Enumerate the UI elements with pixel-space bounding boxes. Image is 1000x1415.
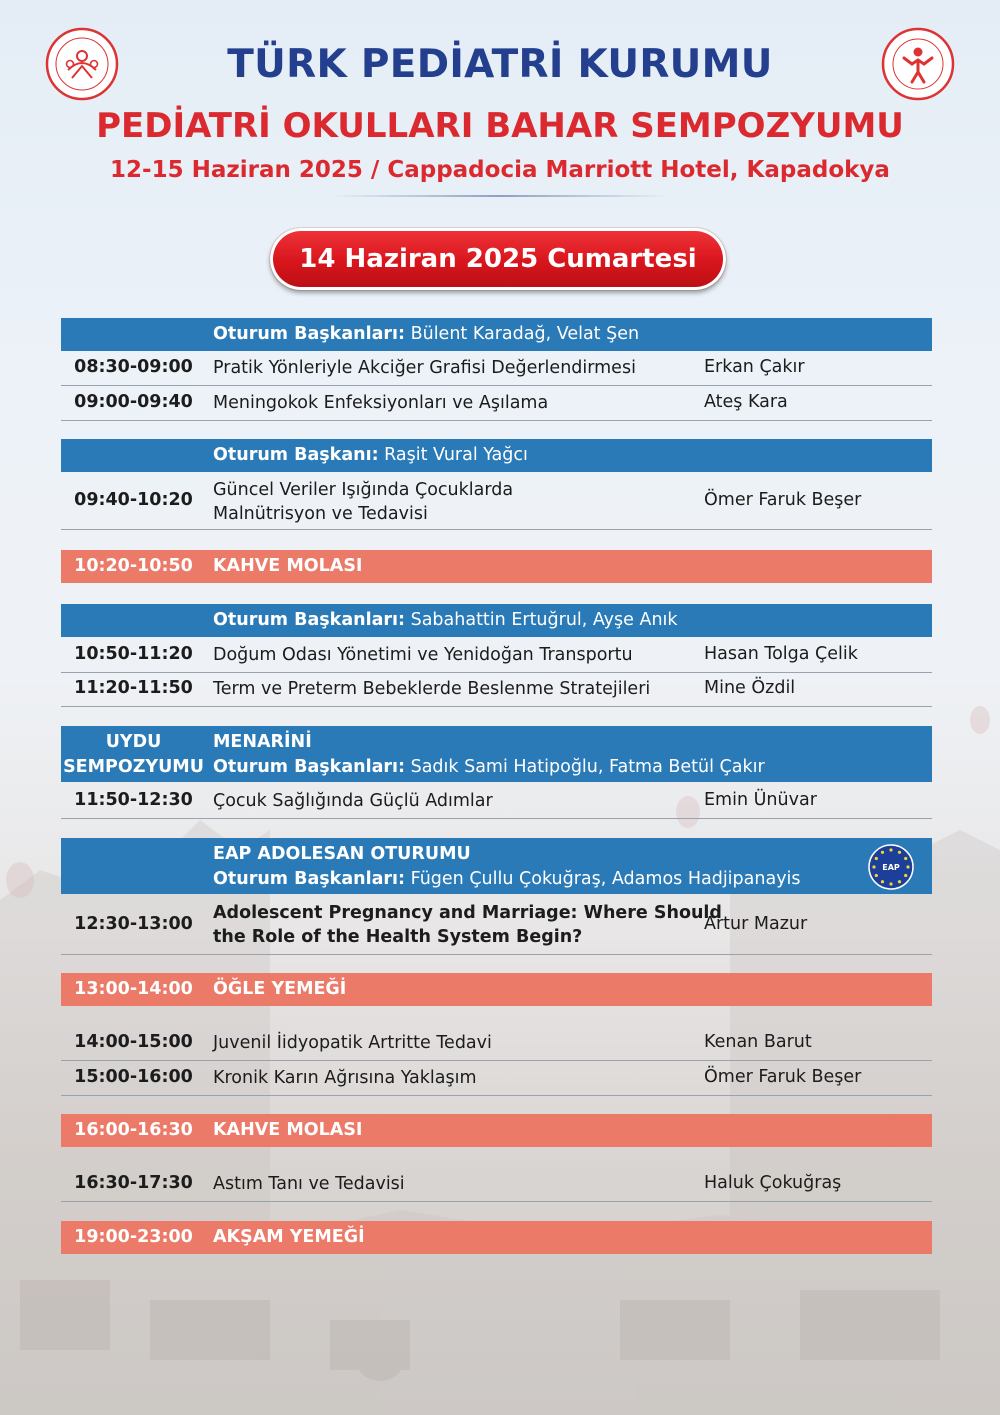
- table-row: [61, 672, 932, 707]
- talk-title: Astım Tanı ve Tedavisi: [213, 1174, 405, 1194]
- eap-session-bar: [61, 838, 932, 894]
- talk-time: 09:00-09:40: [74, 392, 193, 412]
- table-row: [61, 896, 932, 955]
- talk-speaker: Erkan Çakır: [704, 357, 805, 377]
- break-label: KAHVE MOLASI: [213, 1120, 363, 1140]
- coffee-break-bar: [61, 1114, 932, 1147]
- talk-time: 09:40-10:20: [74, 490, 193, 510]
- chair-label: Oturum Başkanları:: [213, 610, 406, 630]
- break-label: ÖĞLE YEMEĞİ: [213, 979, 347, 999]
- table-row: [61, 386, 932, 421]
- table-row: [61, 783, 932, 819]
- talk-speaker: Ateş Kara: [704, 392, 788, 412]
- table-row: [61, 351, 932, 386]
- chair-names: Sadık Sami Hatipoğlu, Fatma Betül Çakır: [405, 757, 765, 777]
- talk-title: Juvenil İidyopatik Artritte Tedavi: [213, 1033, 492, 1053]
- talk-title: Kronik Karın Ağrısına Yaklaşım: [213, 1068, 477, 1088]
- talk-title-line-2: Malnütrisyon ve Tedavisi: [213, 504, 428, 524]
- talk-speaker: Artur Mazur: [704, 914, 808, 934]
- satellite-symposium-bar: [61, 726, 932, 782]
- chair-label: Oturum Başkanı:: [213, 445, 379, 465]
- talk-speaker: Haluk Çokuğraş: [704, 1173, 842, 1193]
- break-label: KAHVE MOLASI: [213, 556, 363, 576]
- title-date-venue: 12-15 Haziran 2025 / Cappadocia Marriott Hotel, Kapadokya: [110, 157, 890, 183]
- talk-title: Term ve Preterm Bebeklerde Beslenme Stratejileri: [213, 679, 651, 699]
- talk-time: 10:50-11:20: [74, 644, 193, 664]
- talk-time: 16:30-17:30: [74, 1173, 193, 1193]
- talk-speaker: Hasan Tolga Çelik: [704, 644, 858, 664]
- talk-speaker: Mine Özdil: [704, 678, 796, 698]
- day-date-label: 14 Haziran 2025 Cumartesi: [299, 244, 697, 274]
- talk-title: Çocuk Sağlığında Güçlü Adımlar: [213, 791, 493, 811]
- chair-label: Oturum Başkanları:: [213, 757, 406, 777]
- coffee-break-bar: [61, 550, 932, 583]
- talk-speaker: Ömer Faruk Beşer: [704, 490, 862, 510]
- session-2-chair-bar: [61, 439, 932, 472]
- break-time: 13:00-14:00: [74, 979, 193, 999]
- talk-title: Pratik Yönleriyle Akciğer Grafisi Değerlendirmesi: [213, 358, 636, 378]
- table-row: [61, 638, 932, 673]
- table-row: [61, 1167, 932, 1202]
- chair-names: Raşit Vural Yağcı: [378, 445, 528, 465]
- chair-names: Bülent Karadağ, Velat Şen: [405, 324, 640, 344]
- talk-title-line-2: the Role of the Health System Begin?: [213, 927, 583, 947]
- break-time: 19:00-23:00: [74, 1227, 193, 1247]
- talk-speaker: Kenan Barut: [704, 1032, 812, 1052]
- talk-time: 08:30-09:00: [74, 357, 193, 377]
- eap-logo-icon: [868, 844, 914, 890]
- satellite-label-line-1: UYDU: [105, 732, 162, 752]
- day-date-pill: [270, 228, 726, 290]
- lunch-bar: [61, 973, 932, 1006]
- title-organization: TÜRK PEDİATRİ KURUMU: [227, 42, 773, 87]
- header-divider: [330, 195, 670, 197]
- title-symposium: PEDİATRİ OKULLARI BAHAR SEMPOZYUMU: [96, 106, 904, 146]
- table-row: [61, 1061, 932, 1096]
- eap-logo-text: EAP: [882, 863, 900, 872]
- break-time: 10:20-10:50: [74, 556, 193, 576]
- satellite-sponsor: MENARİNİ: [213, 732, 312, 752]
- talk-time: 11:20-11:50: [74, 678, 193, 698]
- break-label: AKŞAM YEMEĞİ: [213, 1227, 365, 1247]
- talk-title: Doğum Odası Yönetimi ve Yenidoğan Transportu: [213, 645, 633, 665]
- session-3-chair-bar: [61, 604, 932, 637]
- talk-time: 15:00-16:00: [74, 1067, 193, 1087]
- talk-time: 11:50-12:30: [74, 790, 193, 810]
- talk-speaker: Ömer Faruk Beşer: [704, 1067, 862, 1087]
- satellite-label-line-2: SEMPOZYUMU: [63, 757, 204, 777]
- chair-label: Oturum Başkanları:: [213, 869, 406, 889]
- talk-speaker: Emin Ünüvar: [704, 790, 817, 810]
- chair-label: Oturum Başkanları:: [213, 324, 406, 344]
- table-row: [61, 472, 932, 530]
- session-1-chair-bar: [61, 318, 932, 351]
- talk-time: 14:00-15:00: [74, 1032, 193, 1052]
- eap-session-title: EAP ADOLESAN OTURUMU: [213, 844, 471, 864]
- chair-names: Fügen Çullu Çokuğraş, Adamos Hadjipanayis: [405, 869, 801, 889]
- dinner-bar: [61, 1221, 932, 1254]
- talk-title: Meningokok Enfeksiyonları ve Aşılama: [213, 393, 549, 413]
- talk-title-line-1: Adolescent Pregnancy and Marriage: Where Should: [213, 903, 722, 923]
- talk-time: 12:30-13:00: [74, 914, 193, 934]
- break-time: 16:00-16:30: [74, 1120, 193, 1140]
- chair-names: Sabahattin Ertuğrul, Ayşe Anık: [405, 610, 678, 630]
- talk-title-line-1: Güncel Veriler Işığında Çocuklarda: [213, 480, 514, 500]
- table-row: [61, 1026, 932, 1061]
